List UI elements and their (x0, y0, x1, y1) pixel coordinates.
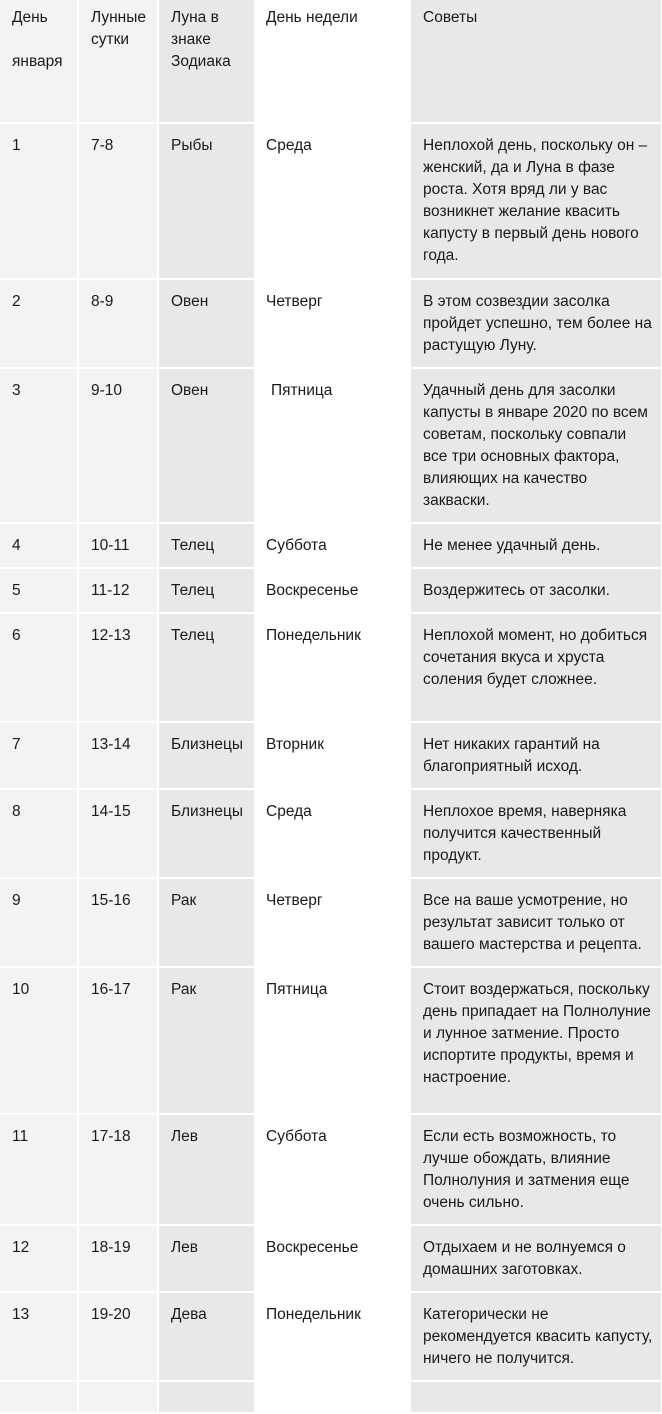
cell-day: 5 (0, 568, 78, 613)
cell-advice: В этом созвездии засолка пройдет успешно, тем более на растущую Луну. (410, 279, 662, 368)
cell-advice: Не менее удачный день. (410, 523, 662, 568)
header-moon-sign: Луна в знаке Зодиака (158, 0, 255, 123)
table-row (0, 279, 662, 368)
cell-sign: Рыбы (158, 123, 255, 279)
cell-sign: Дева (158, 1292, 255, 1381)
cell-empty (78, 1381, 158, 1413)
cell-lunar: 10-11 (78, 523, 158, 568)
cell-advice: Отдыхаем и не волнуемся о домашних заготовках. (410, 1225, 662, 1292)
cell-advice: Стоит воздержаться, поскольку день припадает на Полнолуние и лунное затмение. Просто испортите продукты, время и настроение. (410, 967, 662, 1114)
table-row (0, 123, 662, 279)
cell-empty (0, 1381, 78, 1413)
table-header-row (0, 0, 662, 123)
cell-weekday: Четверг (255, 279, 410, 368)
cell-sign: Овен (158, 368, 255, 523)
cell-day: 11 (0, 1114, 78, 1225)
cell-empty (410, 1381, 662, 1413)
table-row (0, 568, 662, 613)
cell-sign: Телец (158, 523, 255, 568)
cell-day: 7 (0, 722, 78, 789)
cell-day: 10 (0, 967, 78, 1114)
cell-advice: Воздержитесь от засолки. (410, 568, 662, 613)
cell-lunar: 11-12 (78, 568, 158, 613)
table-row (0, 523, 662, 568)
header-day-bottom: января (12, 53, 63, 70)
cell-weekday: Среда (255, 789, 410, 878)
cell-empty (255, 1381, 410, 1413)
cell-sign: Близнецы (158, 789, 255, 878)
cell-weekday: Среда (255, 123, 410, 279)
cell-weekday: Понедельник (255, 613, 410, 722)
cell-weekday: Суббота (255, 1114, 410, 1225)
cell-sign: Телец (158, 613, 255, 722)
cell-day: 4 (0, 523, 78, 568)
cell-weekday: Понедельник (255, 1292, 410, 1381)
cell-lunar: 12-13 (78, 613, 158, 722)
cell-weekday: Вторник (255, 722, 410, 789)
cell-lunar: 17-18 (78, 1114, 158, 1225)
table-row (0, 368, 662, 523)
table-row (0, 613, 662, 722)
table-row (0, 1225, 662, 1292)
cell-weekday: Пятница (255, 368, 410, 523)
cell-weekday: Четверг (255, 878, 410, 967)
cell-sign: Близнецы (158, 722, 255, 789)
cell-day: 6 (0, 613, 78, 722)
cell-advice: Неплохое время, наверняка получится качественный продукт. (410, 789, 662, 878)
cell-day: 13 (0, 1292, 78, 1381)
header-day (0, 0, 78, 123)
cell-weekday: Пятница (255, 967, 410, 1114)
table-row (0, 878, 662, 967)
cell-lunar: 7-8 (78, 123, 158, 279)
table-row (0, 1292, 662, 1381)
cell-lunar: 19-20 (78, 1292, 158, 1381)
cell-day: 1 (0, 123, 78, 279)
cell-empty (158, 1381, 255, 1413)
cell-day: 8 (0, 789, 78, 878)
cell-weekday: Воскресенье (255, 1225, 410, 1292)
table-row-partial (0, 1381, 662, 1413)
cell-lunar: 13-14 (78, 722, 158, 789)
cell-advice: Удачный день для засолки капусты в январе 2020 по всем советам, поскольку совпали все три основных фактора, влияющих на качество закваски. (410, 368, 662, 523)
cell-advice: Неплохой день, поскольку он – женский, да и Луна в фазе роста. Хотя вряд ли у вас возникнет желание квасить капусту в первый день нового года. (410, 123, 662, 279)
cell-weekday: Воскресенье (255, 568, 410, 613)
cell-lunar: 16-17 (78, 967, 158, 1114)
table-row (0, 1114, 662, 1225)
cell-lunar: 9-10 (78, 368, 158, 523)
cell-lunar: 18-19 (78, 1225, 158, 1292)
header-day-top: День (12, 9, 48, 26)
cell-advice: Категорически не рекомендуется квасить капусту, ничего не получится. (410, 1292, 662, 1381)
cell-sign: Телец (158, 568, 255, 613)
cell-sign: Лев (158, 1114, 255, 1225)
cell-day: 3 (0, 368, 78, 523)
cell-day: 12 (0, 1225, 78, 1292)
cell-advice: Все на ваше усмотрение, но результат зависит только от вашего мастерства и рецепта. (410, 878, 662, 967)
header-advice: Советы (410, 0, 662, 123)
table-row (0, 967, 662, 1114)
cell-sign: Овен (158, 279, 255, 368)
cell-weekday: Суббота (255, 523, 410, 568)
header-lunar-days: Лунные сутки (78, 0, 158, 123)
table-row (0, 789, 662, 878)
cell-lunar: 15-16 (78, 878, 158, 967)
cell-sign: Рак (158, 967, 255, 1114)
cell-day: 2 (0, 279, 78, 368)
cell-lunar: 8-9 (78, 279, 158, 368)
cell-sign: Рак (158, 878, 255, 967)
table-row (0, 722, 662, 789)
cell-advice: Если есть возможность, то лучше обождать, влияние Полнолуния и затмения еще очень сильно. (410, 1114, 662, 1225)
cell-day: 9 (0, 878, 78, 967)
header-weekday: День недели (255, 0, 410, 123)
cell-sign: Лев (158, 1225, 255, 1292)
cell-advice: Неплохой момент, но добиться сочетания вкуса и хруста соления будет сложнее. (410, 613, 662, 722)
cell-advice: Нет никаких гарантий на благоприятный исход. (410, 722, 662, 789)
cell-lunar: 14-15 (78, 789, 158, 878)
